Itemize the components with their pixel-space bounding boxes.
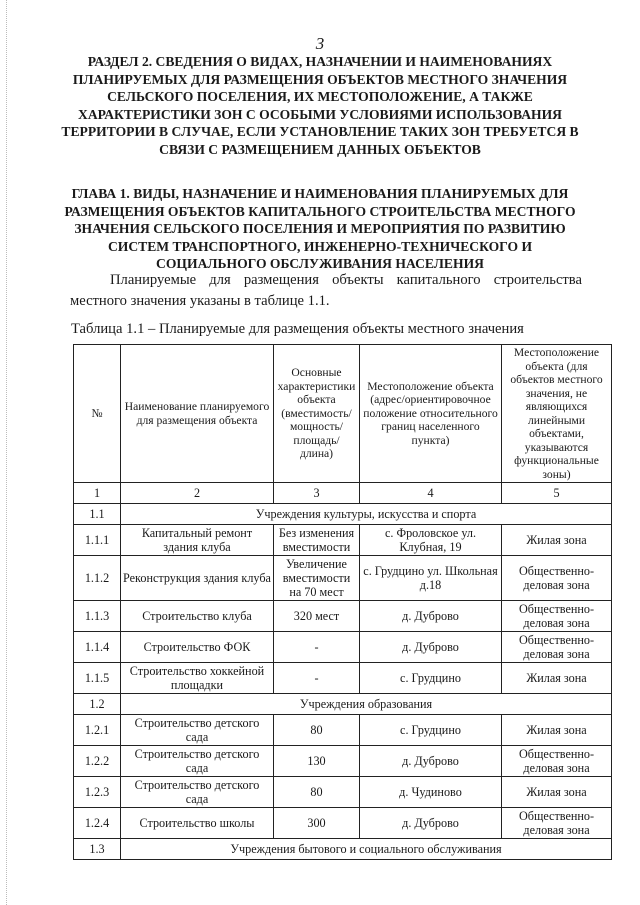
row-number: 1.1.4 [74,632,121,663]
table-caption: Таблица 1.1 – Планируемые для размещения объекты местного значения [71,321,524,337]
row-name: Строительство ФОК [121,632,274,663]
header-name: Наименование планируемого для размещения объекта [121,345,274,483]
row-zone: Общественно-деловая зона [502,601,612,632]
row-zone: Общественно-деловая зона [502,556,612,601]
row-number: 1.1.2 [74,556,121,601]
row-spec: Увеличение вместимости на 70 мест [274,556,360,601]
section-title: РАЗДЕЛ 2. СВЕДЕНИЯ О ВИДАХ, НАЗНАЧЕНИИ И НАИМЕНОВАНИЯХ ПЛАНИРУЕМЫХ ДЛЯ РАЗМЕЩЕНИЯ ОБЪЕКТОВ МЕСТНОГО ЗНАЧЕНИЯ СЕЛЬСКОГО ПОСЕЛЕНИЯ, ИХ МЕСТОПОЛОЖЕНИЕ, А ТАКЖЕ ХАРАКТЕРИСТИКИ ЗОН С ОСОБЫМИ УСЛОВИЯМИ ИСПОЛЬЗОВАНИЯ ТЕРРИТОРИИ В СЛУЧАЕ, ЕСЛИ УСТАНОВЛЕНИЕ ТАКИХ ЗОН ТРЕБУЕТСЯ В СВЯЗИ С РАЗМЕЩЕНИЕМ ДАННЫХ ОБЪЕКТОВ [61,54,579,157]
header-location: Местоположение объекта (адрес/ориентировочное положение относительного границ населенного пункта) [360,345,502,483]
column-number: 2 [121,483,274,504]
row-location: д. Дуброво [360,632,502,663]
row-name: Реконструкция здания клуба [121,556,274,601]
row-zone: Общественно-деловая зона [502,808,612,839]
column-number: 3 [274,483,360,504]
column-number: 1 [74,483,121,504]
row-spec: Без изменения вместимости [274,525,360,556]
row-number: 1.2.2 [74,746,121,777]
table-row [74,746,612,777]
row-location: с. Фроловское ул. Клубная, 19 [360,525,502,556]
group-number: 1.2 [74,694,121,715]
row-name: Строительство детского сада [121,746,274,777]
table-row [74,777,612,808]
row-location: д. Дуброво [360,746,502,777]
group-row [74,504,612,525]
table-row [74,663,612,694]
row-spec: - [274,663,360,694]
intro-paragraph: Планируемые для размещения объекты капитального строительства местного значения указаны в таблице 1.1. [70,272,582,309]
row-name: Строительство школы [121,808,274,839]
group-title: Учреждения образования [121,694,612,715]
row-name: Капитальный ремонт здания клуба [121,525,274,556]
group-number: 1.3 [74,839,121,860]
row-number: 1.2.1 [74,715,121,746]
header-characteristics: Основные характеристики объекта (вместимость/ мощность/ площадь/ длина) [274,345,360,483]
row-location: с. Грудцино [360,715,502,746]
group-title: Учреждения культуры, искусства и спорта [121,504,612,525]
row-number: 1.1.3 [74,601,121,632]
column-number-row [74,483,612,504]
table-row [74,601,612,632]
row-spec: 80 [274,715,360,746]
table-row [74,556,612,601]
group-row [74,839,612,860]
table-row [74,632,612,663]
header-number: № [74,345,121,483]
row-spec: - [274,632,360,663]
row-location: д. Дуброво [360,601,502,632]
objects-table [73,344,612,860]
table-header-row [74,345,612,483]
group-title: Учреждения бытового и социального обслуживания [121,839,612,860]
row-number: 1.1.5 [74,663,121,694]
table-row [74,808,612,839]
row-name: Строительство детского сада [121,777,274,808]
page-number: 3 [315,34,325,53]
group-row [74,694,612,715]
row-number: 1.2.4 [74,808,121,839]
row-location: с. Грудцино ул. Школьная д.18 [360,556,502,601]
row-zone: Общественно-деловая зона [502,746,612,777]
column-number: 5 [502,483,612,504]
page-edge-line [6,0,8,905]
row-zone: Жилая зона [502,663,612,694]
row-zone: Жилая зона [502,525,612,556]
row-location: д. Чудиново [360,777,502,808]
group-number: 1.1 [74,504,121,525]
row-name: Строительство детского сада [121,715,274,746]
row-name: Строительство хоккейной площадки [121,663,274,694]
header-zone: Местоположение объекта (для объектов местного значения, не являющихся линейными объектами, указываются функциональные зоны) [502,345,612,483]
row-number: 1.2.3 [74,777,121,808]
row-location: д. Дуброво [360,808,502,839]
column-number: 4 [360,483,502,504]
row-name: Строительство клуба [121,601,274,632]
row-zone: Жилая зона [502,715,612,746]
row-spec: 300 [274,808,360,839]
chapter-title: ГЛАВА 1. ВИДЫ, НАЗНАЧЕНИЕ И НАИМЕНОВАНИЯ ПЛАНИРУЕМЫХ ДЛЯ РАЗМЕЩЕНИЯ ОБЪЕКТОВ КАПИТАЛЬНОГО СТРОИТЕЛЬСТВА МЕСТНОГО ЗНАЧЕНИЯ СЕЛЬСКОГО ПОСЕЛЕНИЯ И МЕРОПРИЯТИЯ ПО РАЗВИТИЮ СИСТЕМ ТРАНСПОРТНОГО, ИНЖЕНЕРНО-ТЕХНИЧЕСКОГО И СОЦИАЛЬНОГО ОБСЛУЖИВАНИЯ НАСЕЛЕНИЯ [64,186,576,271]
row-spec: 320 мест [274,601,360,632]
table-row [74,525,612,556]
row-location: с. Грудцино [360,663,502,694]
table-row [74,715,612,746]
row-spec: 130 [274,746,360,777]
row-number: 1.1.1 [74,525,121,556]
row-zone: Жилая зона [502,777,612,808]
row-zone: Общественно-деловая зона [502,632,612,663]
row-spec: 80 [274,777,360,808]
